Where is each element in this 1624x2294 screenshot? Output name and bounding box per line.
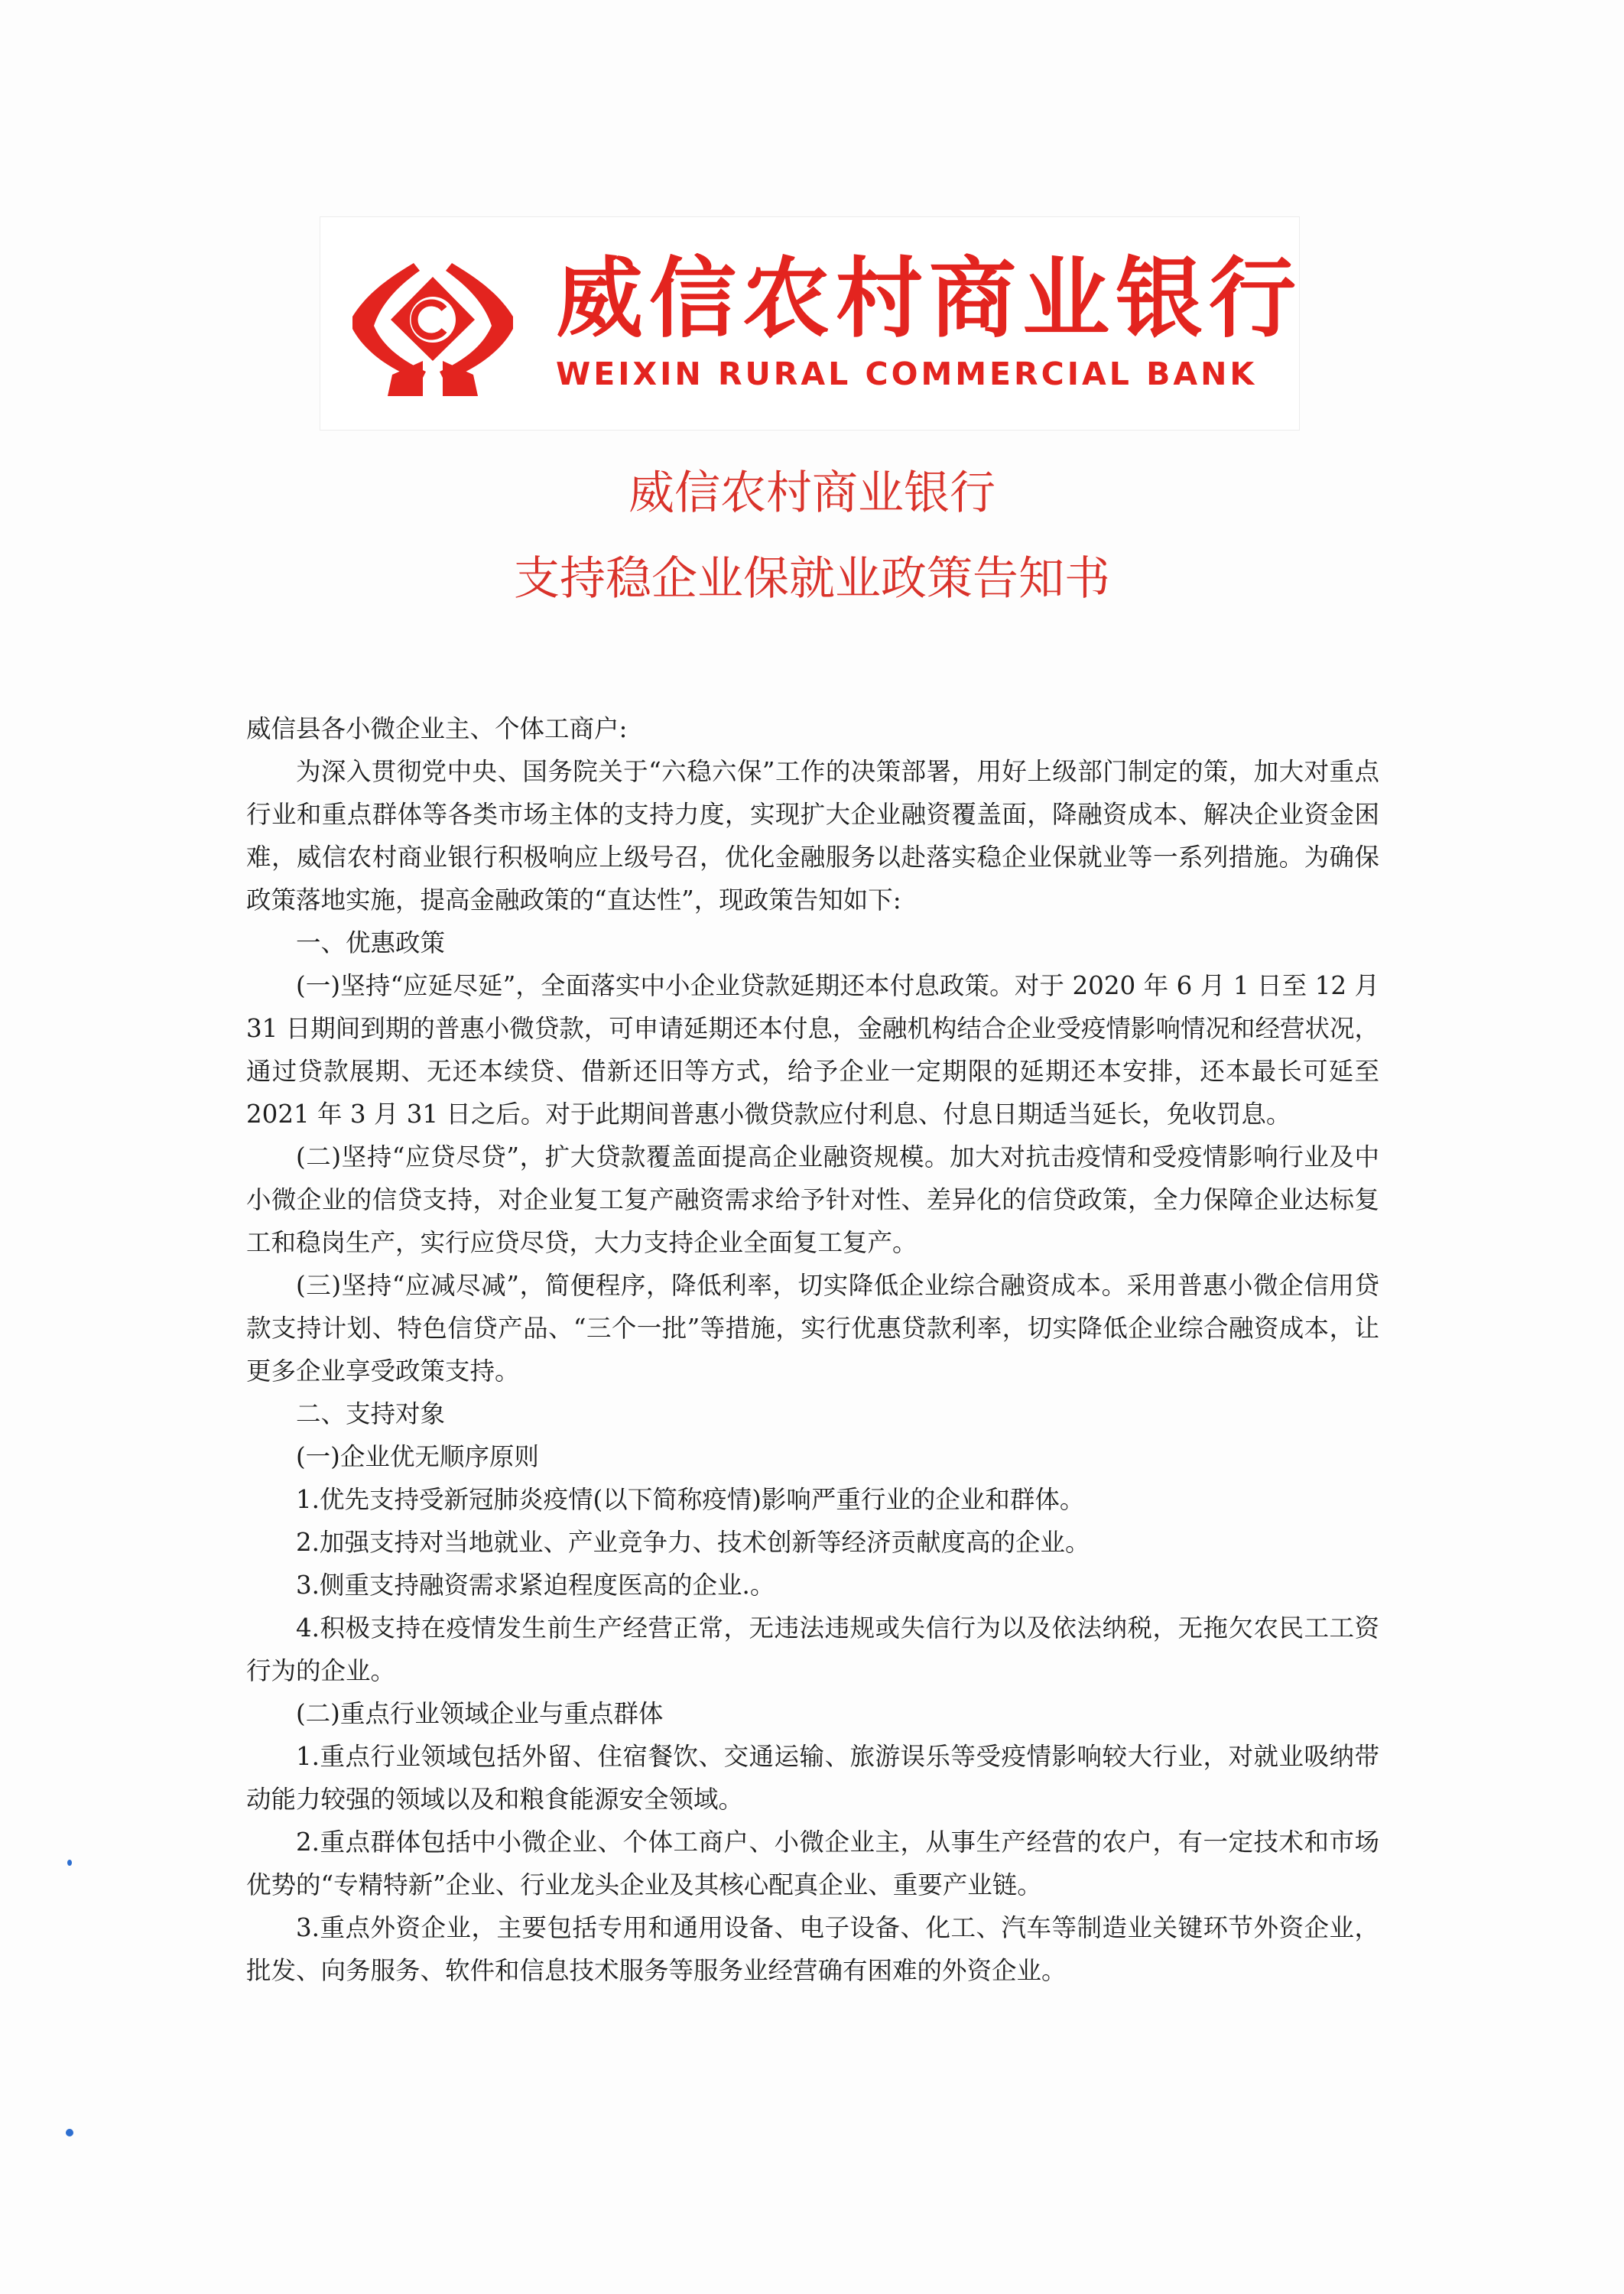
list-item: 2.重点群体包括中小微企业、个体工商户、小微企业主，从事生产经营的农户，有一定技术和市场优势的“专精特新”企业、行业龙头企业及其核心配真企业、重要产业链。	[246, 1828, 1379, 1899]
subsection-heading-2: (二)重点行业领域企业与重点群体	[296, 1699, 664, 1728]
bank-name-cn: 威信农村商业银行	[556, 248, 1303, 349]
section1-heading: 一、优惠政策	[296, 928, 446, 957]
list-item: 1.优先支持受新冠肺炎疫情(以下简称疫情)影响严重行业的企业和群体。	[296, 1485, 1085, 1514]
subsection-heading-1: (一)企业优无顺序原则	[296, 1442, 539, 1471]
list-item: 4.积极支持在疫情发生前生产经营正常，无违法违规或失信行为以及依法纳税，无拖欠农民工工资行为的企业。	[246, 1613, 1379, 1685]
bank-logo-icon	[337, 246, 528, 407]
policy-paragraph-3: (三)坚持“应减尽减”，简便程序，降低利率，切实降低企业综合融资成本。采用普惠小微企信用贷款支持计划、特色信贷产品、“三个一批”等措施，实行优惠贷款利率，切实降低企业综合融资成本，让更多企业享受政策支持。	[246, 1271, 1379, 1386]
list-item: 2.加强支持对当地就业、产业竞争力、技术创新等经济贡献度高的企业。	[296, 1528, 1090, 1557]
scan-mark	[66, 2129, 73, 2136]
document-title-line2: 支持稳企业保就业政策告知书	[514, 552, 1110, 606]
document-body	[246, 707, 1379, 1992]
logo-banner	[320, 216, 1303, 431]
intro-paragraph: 为深入贯彻党中央、国务院关于“六稳六保”工作的决策部署，用好上级部门制定的策，加大对重点行业和重点群体等各类市场主体的支持力度，实现扩大企业融资覆盖面，降融资成本、解决企业资金困难，威信农村商业银行积极响应上级号召，优化金融服务以赴落实稳企业保就业等一系列措施。为确保政策落地实施，提高金融政策的“直达性”，现政策告知如下:	[246, 757, 1379, 915]
policy-paragraph-1: (一)坚持“应延尽延”，全面落实中小企业贷款延期还本付息政策。对于 2020 年 6 月 1 日至 12 月 31 日期间到期的普惠小微贷款，可申请延期还本付息，金融机构结合企业受疫情影响情况和经营状况，通过贷款展期、无还本续贷、借新还旧等方式，给予企业一定期限的延期还本安排，还本最长可延至 2021 年 3 月 31 日之后。对于此期间普惠小微贷款应付利息、付息日期适当延长，免收罚息。	[246, 971, 1379, 1129]
list-item: 3.重点外资企业，主要包括专用和通用设备、电子设备、化工、汽车等制造业关键环节外资企业，批发、向务服务、软件和信息技术服务等服务业经营确有困难的外资企业。	[246, 1913, 1379, 1985]
document-title-line1: 威信农村商业银行	[628, 466, 996, 520]
bank-name-en: WEIXIN RURAL COMMERCIAL BANK	[556, 356, 1258, 392]
list-item: 3.侧重支持融资需求紧迫程度医高的企业.。	[296, 1571, 775, 1600]
section2-heading: 二、支持对象	[296, 1399, 446, 1428]
salutation: 威信县各小微企业主、个体工商户:	[246, 714, 628, 743]
scan-mark	[67, 1860, 72, 1866]
policy-paragraph-2: (二)坚持“应贷尽贷”，扩大贷款覆盖面提高企业融资规模。加大对抗击疫情和受疫情影响行业及中小微企业的信贷支持，对企业复工复产融资需求给予针对性、差异化的信贷政策，全力保障企业达标复工和稳岗生产，实行应贷尽贷，大力支持企业全面复工复产。	[246, 1142, 1379, 1257]
list-item: 1.重点行业领域包括外留、住宿餐饮、交通运输、旅游误乐等受疫情影响较大行业，对就业吸纳带动能力较强的领域以及和粮食能源安全领域。	[246, 1742, 1379, 1814]
